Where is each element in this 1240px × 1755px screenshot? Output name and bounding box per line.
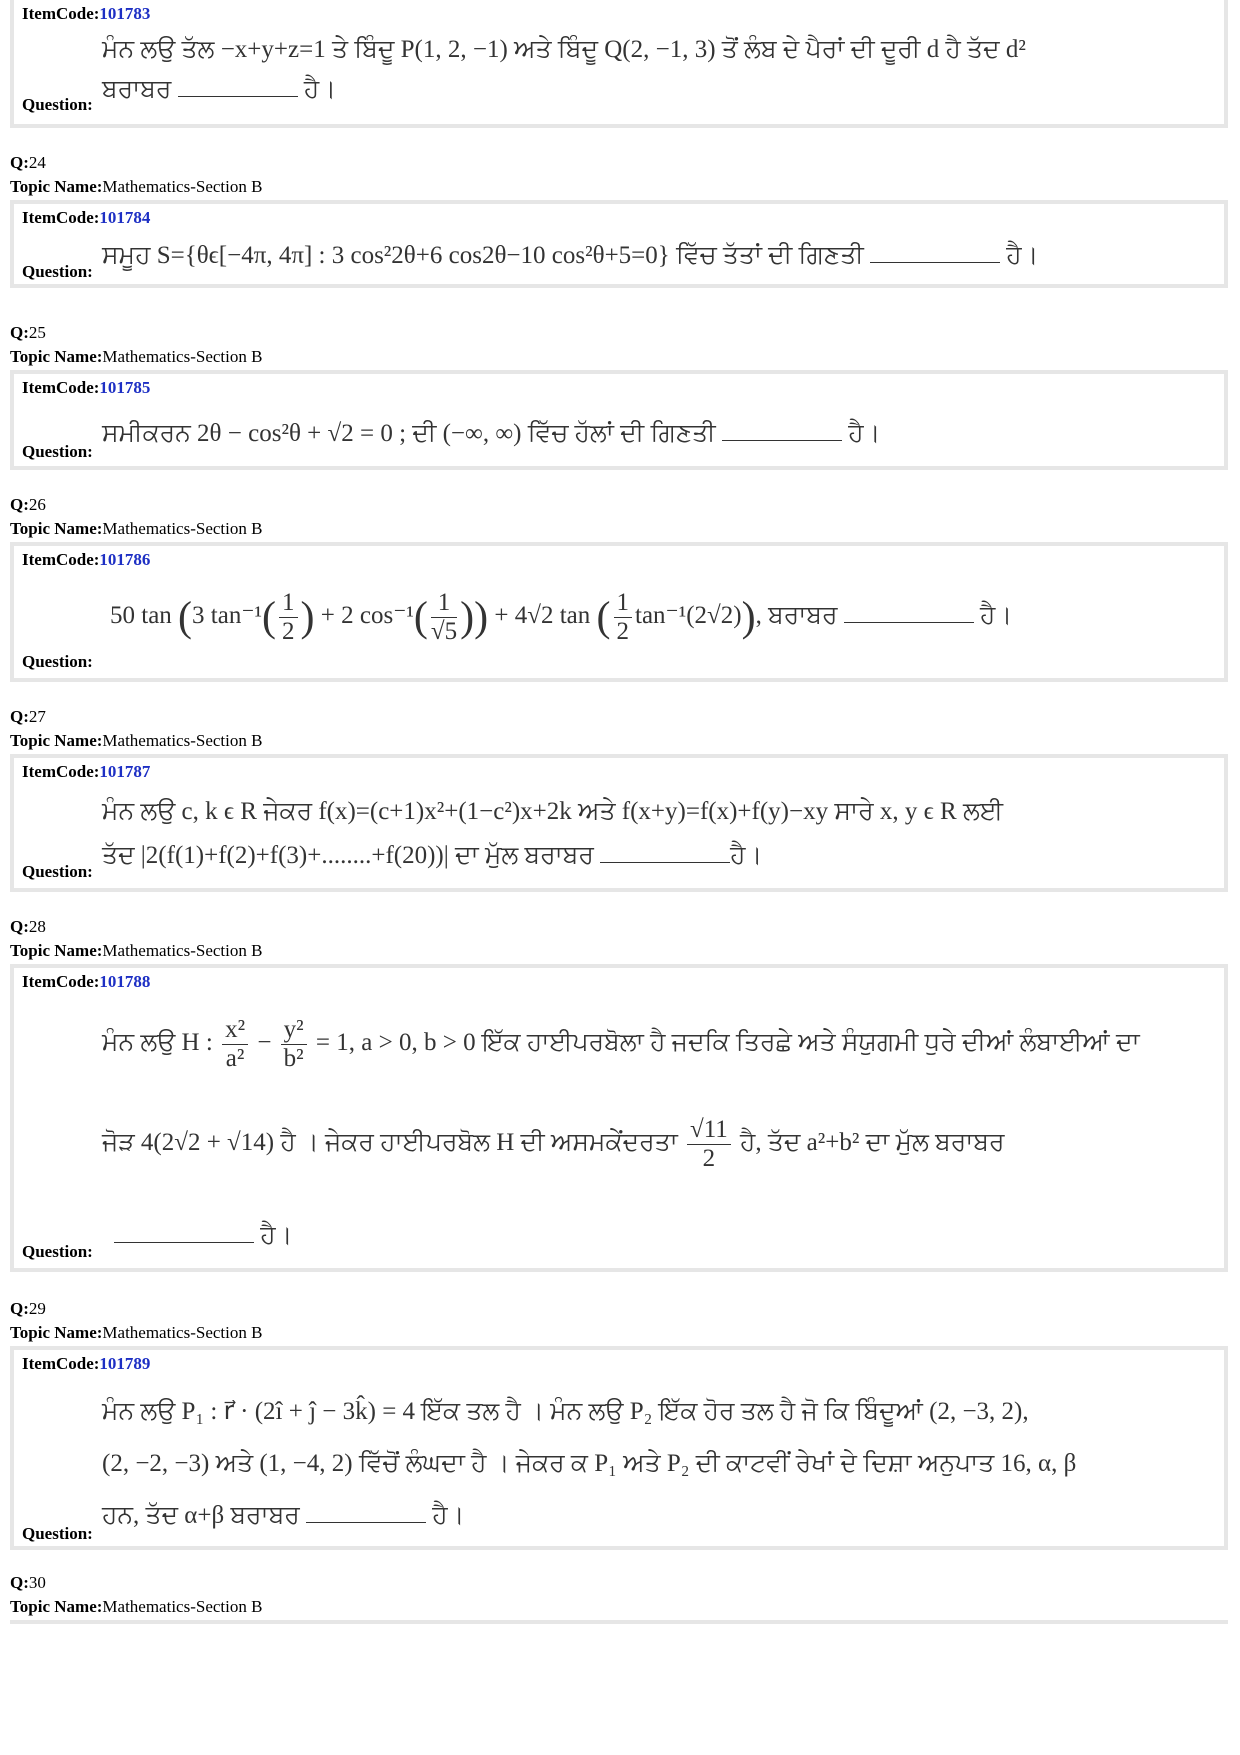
question-line: ਬਰਾਬਰ ਹੈ।: [102, 76, 337, 103]
question-card-101788: [10, 964, 1228, 1272]
topic-name: Topic Name:Mathematics-Section B: [10, 347, 263, 366]
question-card-101783: [10, 0, 1228, 128]
question-label: Question:: [22, 1524, 93, 1543]
question-number: Q:28: [10, 917, 46, 936]
card-top-border: [10, 1620, 1228, 1624]
question-number: Q:27: [10, 707, 46, 726]
question-label: Question:: [22, 652, 93, 671]
topic-name: Topic Name:Mathematics-Section B: [10, 177, 263, 196]
fraction: $\frac{\text{x²}}{\text{a²}}$: [222, 1016, 248, 1073]
question-text: 50 tan (3 tan⁻¹( $\frac{1}{2}$ ) + 2 cos⁻¹( $\frac{1}{√5}$ )) + 4√2 tan ( $\frac{1}{2}$ tan⁻¹(2√2)), ਬਰਾਬਰ ਹੈ।: [110, 588, 1013, 645]
topic-name: Topic Name:Mathematics-Section B: [10, 1597, 263, 1616]
question-label: Question:: [22, 95, 93, 114]
question-line: ਮੰਨ ਲਉ ਤੱਲ −x+y+z=1 ਤੇ ਬਿੰਦੂ P(1, 2, −1) ਅਤੇ ਬਿੰਦੂ Q(2, −1, 3) ਤੋਂ ਲੰਬ ਦੇ ਪੈਰਾਂ ਦੀ ਦੂਰੀ d ਹੈ ਤੱਦ d²: [102, 36, 1026, 63]
item-code: ItemCode:101788: [22, 972, 151, 991]
question-number: Q:24: [10, 153, 46, 172]
question-text: ਸਮੂਹ S={θϵ[−4π, 4π] : 3 cos²2θ+6 cos2θ−10 cos²θ+5=0} ਵਿੱਚ ਤੱਤਾਂ ਦੀ ਗਿਣਤੀ ਹੈ।: [102, 242, 1039, 269]
question-text: [102, 1008, 1214, 1178]
topic-name: Topic Name:Mathematics-Section B: [10, 519, 263, 538]
fraction: $\frac{\text{y²}}{\text{b²}}$: [281, 1016, 307, 1073]
question-line: ਹਨ, ਤੱਦ α+β ਬਰਾਬਰ ਹੈ।: [102, 1502, 465, 1529]
topic-name: Topic Name:Mathematics-Section B: [10, 1323, 263, 1342]
item-code: ItemCode:101787: [22, 762, 151, 781]
question-card-101789: [10, 1346, 1228, 1550]
question-text: [102, 1386, 1214, 1542]
question-label: Question:: [22, 262, 93, 281]
question-card-101784: [10, 200, 1228, 288]
question-text: [102, 30, 1214, 110]
question-label: Question:: [22, 862, 93, 881]
question-number: Q:29: [10, 1299, 46, 1318]
item-code: ItemCode:101783: [22, 4, 151, 23]
question-text: ਸਮੀਕਰਨ 2θ − cos²θ + √2 = 0 ; ਦੀ (−∞, ∞) ਵਿੱਚ ਹੱਲਾਂ ਦੀ ਗਿਣਤੀ ਹੈ।: [102, 420, 881, 447]
fraction: $\frac{1}{√5}$: [430, 588, 458, 645]
item-code: ItemCode:101784: [22, 208, 151, 227]
question-line: ਜੋੜ 4(2√2 + √14) ਹੈ । ਜੇਕਰ ਹਾਈਪਰਬੋਲ H ਦੀ ਅਸਮਕੇਂਦਰਤਾ $\frac{√11}{2}$ ਹੈ, ਤੱਦ a²+b² ਦਾ ਮੁੱਲ ਬਰਾਬਰ: [102, 1115, 1005, 1172]
question-label: Question:: [22, 442, 93, 461]
fraction: $\frac{1}{2}$: [614, 589, 633, 646]
question-line: (2, −2, −3) ਅਤੇ (1, −4, 2) ਵਿੱਚੋਂ ਲੰਘਦਾ ਹੈ । ਜੇਕਰ ਕ P₁ ਅਤੇ P₂ ਦੀ ਕਾਟਵੀਂ ਰੇਖਾਂ ਦੇ ਦਿਸ਼ਾ ਅਨੁਪਾਤ 16, α, β: [102, 1450, 1077, 1477]
question-number: Q:25: [10, 323, 46, 342]
question-line: ਤੱਦ |2(f(1)+f(2)+f(3)+........+f(20))| ਦਾ ਮੁੱਲ ਬਰਾਬਰ ਹੈ।: [102, 842, 763, 869]
question-card-101785: [10, 370, 1228, 470]
question-line: ਮੰਨ ਲਉ c, k ϵ R ਜੇਕਰ f(x)=(c+1)x²+(1−c²)x+2k ਅਤੇ f(x+y)=f(x)+f(y)−xy ਸਾਰੇ x, y ϵ R ਲਈ: [102, 798, 1004, 825]
question-number: Q:30: [10, 1573, 46, 1592]
question-number: Q:26: [10, 495, 46, 514]
question-text: [102, 790, 1214, 878]
item-code: ItemCode:101786: [22, 550, 151, 569]
item-code: ItemCode:101789: [22, 1354, 151, 1373]
question-text-end: ਹੈ।: [114, 1216, 1214, 1256]
question-label: Question:: [22, 1242, 93, 1261]
item-code: ItemCode:101785: [22, 378, 151, 397]
topic-name: Topic Name:Mathematics-Section B: [10, 941, 263, 960]
fraction: $\frac{√11}{2}$: [687, 1116, 731, 1173]
question-line: ਮੰਨ ਲਉ P₁ : r⃗ · (2î + ĵ − 3k̂) = 4 ਇੱਕ ਤਲ ਹੈ । ਮੰਨ ਲਉ P₂ ਇੱਕ ਹੋਰ ਤਲ ਹੈ ਜੋ ਕਿ ਬਿੰਦੂਆਂ (2, −3, 2),: [102, 1398, 1029, 1425]
question-line: ਮੰਨ ਲਉ H : $\frac{\text{x²}}{\text{a²}}$ − $\frac{\text{y²}}{\text{b²}}$ = 1, a > 0, b > 0 ਇੱਕ ਹਾਈਪਰਬੋਲਾ ਹੈ ਜਦਕਿ ਤਿਰਛੇ ਅਤੇ ਸੰਯੁਗਮੀ ਧੁਰੇ ਦੀਆਂ ਲੰਬਾਈਆਂ ਦਾ: [102, 1015, 1140, 1072]
fraction: $\frac{1}{2}$: [279, 589, 298, 646]
topic-name: Topic Name:Mathematics-Section B: [10, 731, 263, 750]
question-card-101787: [10, 754, 1228, 892]
question-card-101786: [10, 542, 1228, 682]
